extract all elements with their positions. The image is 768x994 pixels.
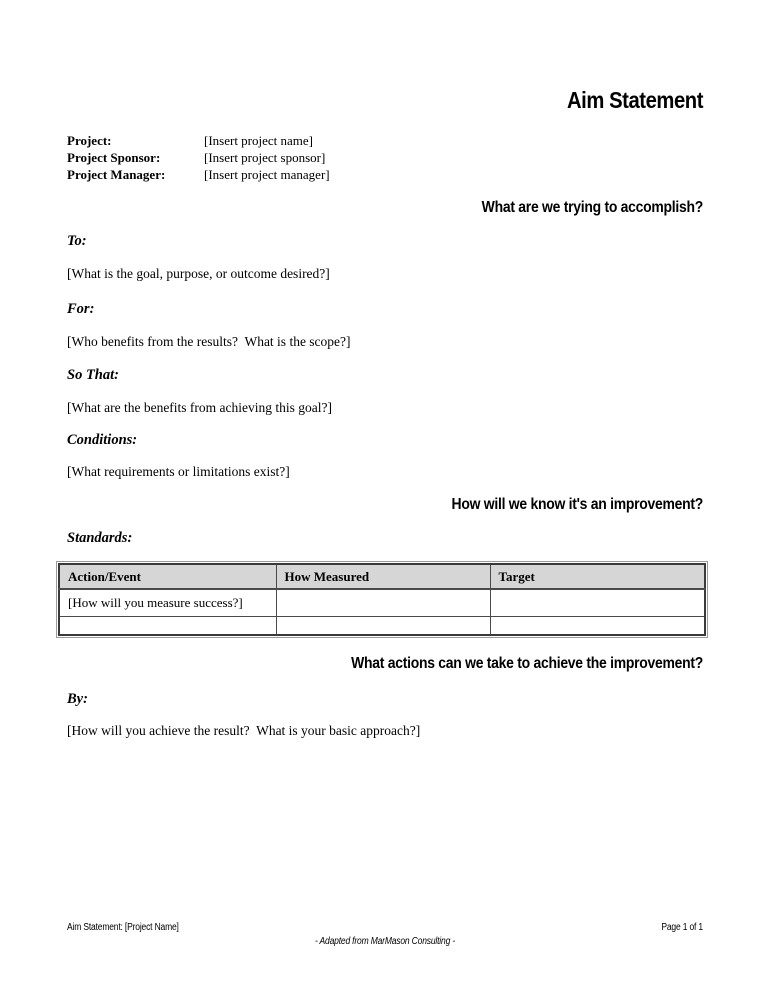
cell-measure-success: [How will you measure success?] [59, 589, 276, 616]
col-header-target: Target [490, 564, 705, 589]
section-conditions-prompt: [What requirements or limitations exist?] [67, 464, 290, 479]
table-header-row [59, 564, 705, 589]
cell-empty [59, 616, 276, 635]
section-to-label: To: [67, 233, 87, 249]
section-conditions-label: Conditions: [67, 432, 138, 448]
section-for-label: For: [67, 301, 95, 317]
cell-empty [490, 616, 705, 635]
question-actions: What actions can we take to achieve the improvement? [351, 655, 703, 672]
section-so-that-label: So That: [67, 367, 119, 383]
sponsor-value: [Insert project sponsor] [204, 150, 326, 165]
section-by-label: By: [67, 691, 88, 707]
col-header-action-event: Action/Event [59, 564, 276, 589]
table-row [59, 589, 705, 616]
section-for-prompt: [Who benefits from the results? What is the scope?] [67, 334, 351, 349]
meta-row-project [67, 132, 703, 149]
manager-label: Project Manager: [67, 167, 166, 182]
footer-attribution: - Adapted from MarMason Consulting - [314, 936, 456, 947]
question-accomplish: What are we trying to accomplish? [481, 199, 703, 216]
meta-row-sponsor [67, 149, 703, 166]
page-title: Aim Statement [566, 87, 703, 113]
cell-empty [276, 589, 490, 616]
section-standards-label: Standards: [67, 530, 133, 546]
section-so-that-prompt: [What are the benefits from achieving this goal?] [67, 400, 333, 415]
project-meta [67, 132, 703, 183]
footer-page-number: Page 1 of 1 [661, 922, 703, 933]
footer-document-name: Aim Statement: [Project Name] [67, 922, 179, 933]
manager-value: [Insert project manager] [204, 167, 330, 182]
project-label: Project: [67, 133, 112, 148]
sponsor-label: Project Sponsor: [67, 150, 161, 165]
cell-empty [490, 589, 705, 616]
section-by-prompt: [How will you achieve the result? What is your basic approach?] [67, 723, 421, 738]
question-improvement: How will we know it's an improvement? [451, 496, 703, 513]
table-row [59, 616, 705, 635]
project-value: [Insert project name] [204, 133, 314, 148]
page-footer [67, 921, 703, 934]
section-to-prompt: [What is the goal, purpose, or outcome desired?] [67, 266, 330, 281]
standards-table [58, 563, 706, 636]
cell-empty [276, 616, 490, 635]
meta-row-manager [67, 166, 703, 183]
standards-table-header [59, 564, 705, 589]
col-header-how-measured: How Measured [276, 564, 490, 589]
